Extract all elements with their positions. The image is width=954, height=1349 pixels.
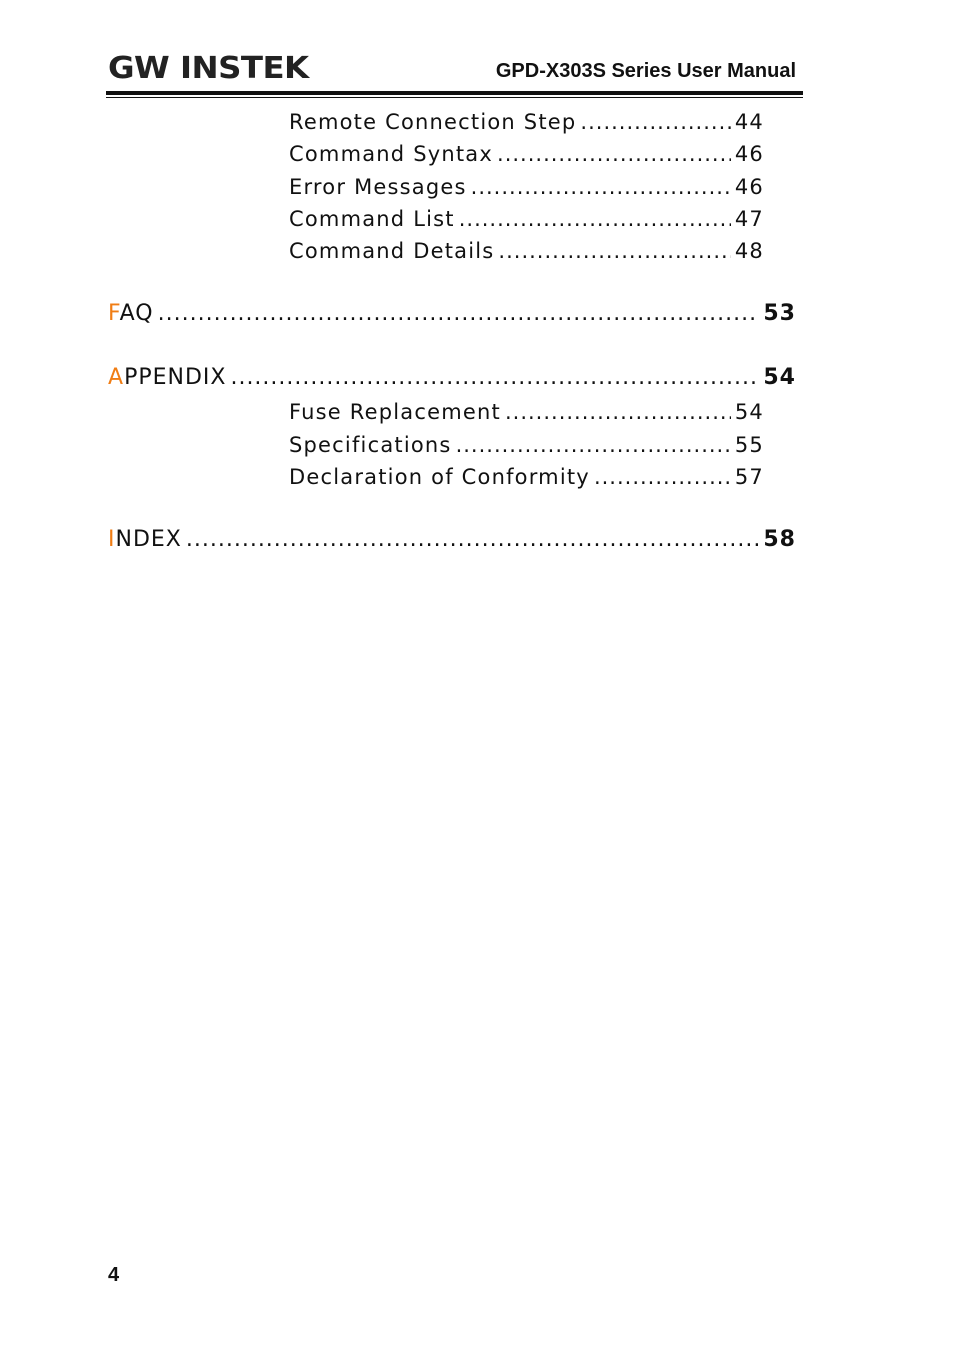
toc-entry-title: Error Messages [289, 175, 467, 199]
toc-entry-title: Fuse Replacement [289, 400, 501, 424]
toc-leader-dots [230, 365, 759, 390]
chapter-title-rest: PPENDIX [124, 365, 227, 390]
toc-chapter-title [108, 527, 182, 552]
toc-entry-page: 48 [734, 239, 764, 263]
chapter-initial: I [108, 527, 116, 552]
toc-entry-page: 55 [734, 433, 764, 457]
toc-entry-title: Command List [289, 207, 455, 231]
toc-chapter-title [108, 365, 226, 390]
toc-chapter-index[interactable] [108, 527, 796, 552]
header-rule-thin [106, 97, 803, 98]
toc-leader-dots [497, 142, 731, 166]
toc-leader-dots [186, 527, 760, 552]
toc-entry-page: 47 [734, 207, 764, 231]
toc-leader-dots [459, 207, 731, 231]
toc-chapter-faq[interactable] [108, 301, 796, 326]
manual-title: GPD-X303S Series User Manual [495, 60, 796, 82]
toc-chapter-page: 53 [763, 301, 796, 326]
toc-entry-error-messages[interactable] [289, 175, 764, 199]
chapter-initial: F [108, 301, 120, 326]
chapter-title-rest: NDEX [115, 527, 182, 552]
toc-entry-page: 57 [734, 465, 764, 489]
toc-entry-command-list[interactable] [289, 207, 764, 231]
toc-leader-dots [594, 465, 731, 489]
toc-entry-page: 54 [734, 400, 764, 424]
chapter-initial: A [108, 365, 125, 390]
header-rule-thick [106, 91, 803, 95]
toc-leader-dots [498, 239, 730, 263]
toc-chapter-page: 58 [763, 527, 796, 552]
toc-leader-dots [456, 433, 731, 457]
toc-entry-fuse-replacement[interactable] [289, 400, 764, 424]
toc-entry-title: Declaration of Conformity [289, 465, 590, 489]
toc-entry-command-syntax[interactable] [289, 142, 764, 166]
toc-entry-page: 46 [734, 142, 764, 166]
gw-instek-logo: GW INSTEK [108, 51, 309, 86]
toc-leader-dots [158, 301, 760, 326]
toc-chapter-appendix[interactable] [108, 365, 796, 390]
toc-entry-page: 46 [734, 175, 764, 199]
toc-leader-dots [580, 110, 730, 134]
toc-entry-page: 44 [734, 110, 764, 134]
toc-entry-command-details[interactable] [289, 239, 764, 263]
toc-entry-remote-connection-step[interactable] [289, 110, 764, 134]
toc-leader-dots [505, 400, 731, 424]
toc-entry-specifications[interactable] [289, 433, 764, 457]
page-number: 4 [108, 1264, 120, 1286]
toc-leader-dots [471, 175, 731, 199]
toc-chapter-page: 54 [763, 365, 796, 390]
toc-entry-title: Command Details [289, 239, 495, 263]
toc-entry-declaration-of-conformity[interactable] [289, 465, 764, 489]
toc-entry-title: Remote Connection Step [289, 110, 577, 134]
toc-entry-title: Command Syntax [289, 142, 494, 166]
chapter-title-rest: AQ [119, 301, 154, 326]
toc-entry-title: Specifications [289, 433, 452, 457]
toc-chapter-title [108, 301, 154, 326]
